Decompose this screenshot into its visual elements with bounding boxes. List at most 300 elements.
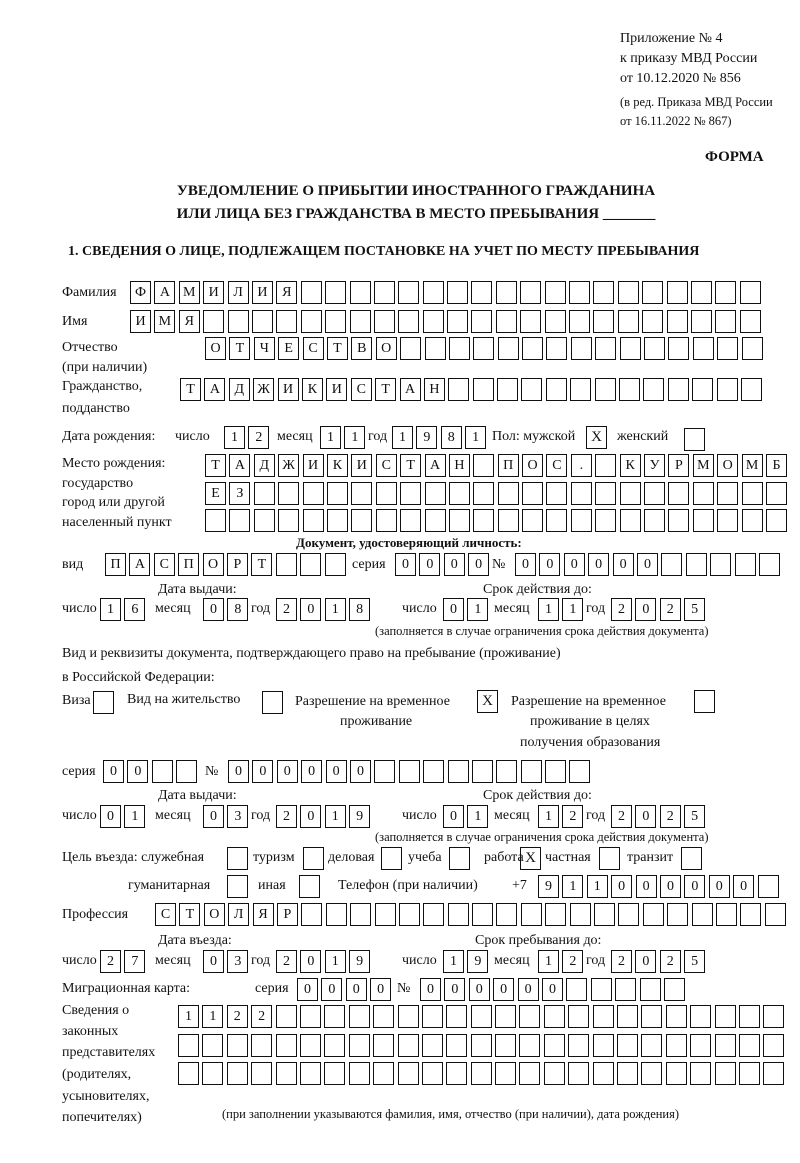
char-box[interactable]: 0 xyxy=(493,978,514,1001)
char-box[interactable] xyxy=(615,978,636,1001)
char-box[interactable]: Ж xyxy=(278,454,299,477)
phone-field[interactable] xyxy=(538,875,779,898)
char-box[interactable]: 1 xyxy=(124,805,145,828)
char-box[interactable] xyxy=(544,1034,565,1057)
char-box[interactable]: 0 xyxy=(518,978,539,1001)
char-box[interactable] xyxy=(399,903,420,926)
purpose-business-checkbox[interactable] xyxy=(381,847,402,870)
char-box[interactable] xyxy=(545,281,566,304)
char-box[interactable] xyxy=(568,1005,589,1028)
char-box[interactable]: 1 xyxy=(392,426,413,449)
char-box[interactable] xyxy=(473,482,494,505)
char-box[interactable]: 0 xyxy=(203,598,224,621)
char-box[interactable] xyxy=(398,310,419,333)
char-box[interactable] xyxy=(544,1062,565,1085)
char-box[interactable]: Н xyxy=(424,378,445,401)
char-box[interactable] xyxy=(692,378,713,401)
char-box[interactable] xyxy=(667,281,688,304)
char-box[interactable] xyxy=(325,310,346,333)
char-box[interactable] xyxy=(276,1062,297,1085)
char-box[interactable]: О xyxy=(203,553,224,576)
char-box[interactable] xyxy=(691,310,712,333)
char-box[interactable] xyxy=(373,1005,394,1028)
char-box[interactable] xyxy=(595,378,616,401)
char-box[interactable]: 0 xyxy=(300,805,321,828)
char-box[interactable]: С xyxy=(154,553,175,576)
char-box[interactable] xyxy=(448,760,469,783)
residence-permit-checkbox[interactable] xyxy=(262,691,283,714)
char-box[interactable] xyxy=(227,1034,248,1057)
char-box[interactable] xyxy=(176,760,197,783)
right-valid-day[interactable] xyxy=(443,805,488,828)
char-box[interactable] xyxy=(571,337,592,360)
char-box[interactable]: Д xyxy=(254,454,275,477)
char-box[interactable] xyxy=(521,760,542,783)
char-box[interactable] xyxy=(641,1034,662,1057)
char-box[interactable] xyxy=(569,760,590,783)
char-box[interactable]: К xyxy=(302,378,323,401)
char-box[interactable]: 0 xyxy=(443,598,464,621)
char-box[interactable] xyxy=(668,337,689,360)
char-box[interactable]: Р xyxy=(668,454,689,477)
char-box[interactable]: 0 xyxy=(709,875,730,898)
id-kind-field[interactable] xyxy=(105,553,346,576)
char-box[interactable]: 3 xyxy=(227,950,248,973)
char-box[interactable]: 5 xyxy=(684,598,705,621)
char-box[interactable] xyxy=(618,903,639,926)
char-box[interactable] xyxy=(544,1005,565,1028)
char-box[interactable]: 0 xyxy=(636,875,657,898)
char-box[interactable] xyxy=(766,482,787,505)
char-box[interactable] xyxy=(399,760,420,783)
char-box[interactable]: 1 xyxy=(562,598,583,621)
char-box[interactable] xyxy=(591,978,612,1001)
char-box[interactable] xyxy=(254,482,275,505)
char-box[interactable] xyxy=(522,337,543,360)
char-box[interactable] xyxy=(498,337,519,360)
char-box[interactable] xyxy=(595,509,616,532)
char-box[interactable]: О xyxy=(205,337,226,360)
char-box[interactable] xyxy=(202,1062,223,1085)
char-box[interactable]: О xyxy=(204,903,225,926)
char-box[interactable] xyxy=(641,1005,662,1028)
char-box[interactable]: 1 xyxy=(538,950,559,973)
char-box[interactable]: 1 xyxy=(202,1005,223,1028)
char-box[interactable] xyxy=(398,1005,419,1028)
char-box[interactable] xyxy=(620,482,641,505)
char-box[interactable] xyxy=(301,281,322,304)
char-box[interactable]: 0 xyxy=(564,553,585,576)
char-box[interactable] xyxy=(472,760,493,783)
birth-year-field[interactable] xyxy=(392,426,486,449)
right-issue-day[interactable] xyxy=(100,805,145,828)
char-box[interactable] xyxy=(666,1034,687,1057)
char-box[interactable]: 0 xyxy=(660,875,681,898)
char-box[interactable] xyxy=(617,1005,638,1028)
purpose-transit-checkbox[interactable] xyxy=(681,847,702,870)
char-box[interactable] xyxy=(619,378,640,401)
migration-series[interactable] xyxy=(297,978,391,1001)
char-box[interactable]: 0 xyxy=(733,875,754,898)
char-box[interactable] xyxy=(350,310,371,333)
char-box[interactable]: 1 xyxy=(325,805,346,828)
char-box[interactable] xyxy=(593,1062,614,1085)
char-box[interactable] xyxy=(740,903,761,926)
char-box[interactable]: 2 xyxy=(248,426,269,449)
char-box[interactable] xyxy=(497,378,518,401)
char-box[interactable]: 2 xyxy=(611,950,632,973)
char-box[interactable] xyxy=(741,378,762,401)
char-box[interactable] xyxy=(374,760,395,783)
char-box[interactable] xyxy=(759,553,780,576)
char-box[interactable]: М xyxy=(154,310,175,333)
char-box[interactable] xyxy=(449,482,470,505)
char-box[interactable] xyxy=(715,310,736,333)
char-box[interactable] xyxy=(668,482,689,505)
char-box[interactable]: 0 xyxy=(419,553,440,576)
char-box[interactable]: Т xyxy=(327,337,348,360)
char-box[interactable] xyxy=(351,509,372,532)
char-box[interactable] xyxy=(229,509,250,532)
char-box[interactable] xyxy=(449,509,470,532)
char-box[interactable]: 1 xyxy=(467,805,488,828)
char-box[interactable] xyxy=(642,310,663,333)
char-box[interactable] xyxy=(471,1062,492,1085)
char-box[interactable]: 1 xyxy=(538,805,559,828)
char-box[interactable]: 1 xyxy=(344,426,365,449)
char-box[interactable] xyxy=(667,310,688,333)
char-box[interactable] xyxy=(376,482,397,505)
char-box[interactable] xyxy=(519,1005,540,1028)
char-box[interactable]: 0 xyxy=(395,553,416,576)
char-box[interactable] xyxy=(521,378,542,401)
char-box[interactable] xyxy=(202,1034,223,1057)
char-box[interactable]: О xyxy=(376,337,397,360)
char-box[interactable] xyxy=(568,1034,589,1057)
char-box[interactable] xyxy=(447,281,468,304)
char-box[interactable] xyxy=(276,310,297,333)
char-box[interactable]: 0 xyxy=(326,760,347,783)
purpose-humanitarian-checkbox[interactable] xyxy=(227,875,248,898)
entry-day[interactable] xyxy=(100,950,145,973)
char-box[interactable]: 2 xyxy=(611,805,632,828)
char-box[interactable] xyxy=(686,553,707,576)
id-valid-month[interactable] xyxy=(538,598,583,621)
char-box[interactable] xyxy=(740,310,761,333)
char-box[interactable]: П xyxy=(105,553,126,576)
char-box[interactable]: 2 xyxy=(660,805,681,828)
char-box[interactable] xyxy=(666,1062,687,1085)
char-box[interactable] xyxy=(496,310,517,333)
char-box[interactable]: Е xyxy=(205,482,226,505)
char-box[interactable]: А xyxy=(229,454,250,477)
char-box[interactable] xyxy=(717,482,738,505)
purpose-other-checkbox[interactable] xyxy=(299,875,320,898)
char-box[interactable]: 0 xyxy=(252,760,273,783)
char-box[interactable] xyxy=(472,903,493,926)
char-box[interactable]: 0 xyxy=(301,760,322,783)
char-box[interactable]: Б xyxy=(766,454,787,477)
char-box[interactable] xyxy=(661,553,682,576)
char-box[interactable] xyxy=(349,1062,370,1085)
char-box[interactable] xyxy=(664,978,685,1001)
char-box[interactable]: 1 xyxy=(443,950,464,973)
char-box[interactable]: 0 xyxy=(444,553,465,576)
char-box[interactable]: 7 xyxy=(124,950,145,973)
char-box[interactable] xyxy=(251,1034,272,1057)
char-box[interactable] xyxy=(446,1005,467,1028)
char-box[interactable] xyxy=(471,281,492,304)
char-box[interactable]: Я xyxy=(276,281,297,304)
char-box[interactable] xyxy=(618,310,639,333)
char-box[interactable]: Р xyxy=(227,553,248,576)
char-box[interactable]: 0 xyxy=(635,598,656,621)
char-box[interactable] xyxy=(425,482,446,505)
char-box[interactable]: И xyxy=(130,310,151,333)
char-box[interactable]: Т xyxy=(375,378,396,401)
char-box[interactable] xyxy=(326,903,347,926)
birthplace-field-row1[interactable] xyxy=(205,454,787,477)
char-box[interactable]: А xyxy=(425,454,446,477)
char-box[interactable]: Я xyxy=(253,903,274,926)
id-valid-day[interactable] xyxy=(443,598,488,621)
char-box[interactable] xyxy=(519,1062,540,1085)
char-box[interactable] xyxy=(471,310,492,333)
char-box[interactable]: И xyxy=(252,281,273,304)
char-box[interactable] xyxy=(373,1062,394,1085)
char-box[interactable]: П xyxy=(498,454,519,477)
char-box[interactable]: 0 xyxy=(277,760,298,783)
char-box[interactable]: У xyxy=(644,454,665,477)
migration-number[interactable] xyxy=(420,978,685,1001)
char-box[interactable]: Т xyxy=(251,553,272,576)
representatives-row2[interactable] xyxy=(178,1034,784,1057)
char-box[interactable] xyxy=(715,281,736,304)
char-box[interactable]: 2 xyxy=(660,950,681,973)
entry-month[interactable] xyxy=(203,950,248,973)
char-box[interactable] xyxy=(546,509,567,532)
char-box[interactable] xyxy=(594,903,615,926)
char-box[interactable] xyxy=(300,1005,321,1028)
char-box[interactable] xyxy=(324,1062,345,1085)
sex-female-checkbox[interactable] xyxy=(684,428,705,451)
char-box[interactable] xyxy=(325,553,346,576)
char-box[interactable] xyxy=(496,281,517,304)
char-box[interactable] xyxy=(545,310,566,333)
char-box[interactable]: 0 xyxy=(321,978,342,1001)
char-box[interactable] xyxy=(742,337,763,360)
char-box[interactable]: А xyxy=(400,378,421,401)
char-box[interactable] xyxy=(446,1062,467,1085)
char-box[interactable] xyxy=(422,1062,443,1085)
char-box[interactable] xyxy=(471,1034,492,1057)
char-box[interactable]: 0 xyxy=(203,950,224,973)
representatives-row3[interactable] xyxy=(178,1062,784,1085)
char-box[interactable]: И xyxy=(351,454,372,477)
birthplace-field-row2[interactable] xyxy=(205,482,787,505)
purpose-tourism-checkbox[interactable] xyxy=(303,847,324,870)
char-box[interactable] xyxy=(617,1062,638,1085)
char-box[interactable]: 9 xyxy=(349,805,370,828)
char-box[interactable] xyxy=(300,1034,321,1057)
right-issue-year[interactable] xyxy=(276,805,370,828)
right-valid-month[interactable] xyxy=(538,805,583,828)
char-box[interactable]: 0 xyxy=(515,553,536,576)
char-box[interactable]: 0 xyxy=(635,805,656,828)
char-box[interactable] xyxy=(570,903,591,926)
char-box[interactable] xyxy=(519,1034,540,1057)
char-box[interactable] xyxy=(398,1062,419,1085)
char-box[interactable]: 2 xyxy=(562,950,583,973)
char-box[interactable] xyxy=(251,1062,272,1085)
char-box[interactable]: 0 xyxy=(588,553,609,576)
char-box[interactable]: 8 xyxy=(441,426,462,449)
char-box[interactable] xyxy=(546,378,567,401)
char-box[interactable]: 2 xyxy=(227,1005,248,1028)
char-box[interactable] xyxy=(327,509,348,532)
char-box[interactable]: П xyxy=(178,553,199,576)
char-box[interactable] xyxy=(303,509,324,532)
char-box[interactable] xyxy=(546,482,567,505)
id-issue-day[interactable] xyxy=(100,598,145,621)
char-box[interactable]: С xyxy=(376,454,397,477)
char-box[interactable]: 9 xyxy=(349,950,370,973)
char-box[interactable] xyxy=(569,310,590,333)
char-box[interactable]: Ч xyxy=(254,337,275,360)
char-box[interactable] xyxy=(325,281,346,304)
char-box[interactable] xyxy=(278,509,299,532)
char-box[interactable] xyxy=(522,509,543,532)
char-box[interactable] xyxy=(473,337,494,360)
char-box[interactable]: 6 xyxy=(124,598,145,621)
char-box[interactable]: 2 xyxy=(660,598,681,621)
char-box[interactable] xyxy=(640,978,661,1001)
char-box[interactable] xyxy=(739,1034,760,1057)
char-box[interactable] xyxy=(739,1005,760,1028)
char-box[interactable]: С xyxy=(155,903,176,926)
char-box[interactable] xyxy=(375,903,396,926)
char-box[interactable]: 1 xyxy=(467,598,488,621)
char-box[interactable] xyxy=(203,310,224,333)
char-box[interactable] xyxy=(228,310,249,333)
char-box[interactable]: 0 xyxy=(539,553,560,576)
char-box[interactable] xyxy=(545,760,566,783)
char-box[interactable] xyxy=(425,337,446,360)
char-box[interactable]: 1 xyxy=(465,426,486,449)
char-box[interactable]: Н xyxy=(449,454,470,477)
char-box[interactable]: Р xyxy=(277,903,298,926)
char-box[interactable] xyxy=(742,482,763,505)
char-box[interactable] xyxy=(300,1062,321,1085)
char-box[interactable]: 2 xyxy=(276,805,297,828)
char-box[interactable] xyxy=(425,509,446,532)
char-box[interactable] xyxy=(644,509,665,532)
char-box[interactable]: 1 xyxy=(562,875,583,898)
purpose-study-checkbox[interactable] xyxy=(449,847,470,870)
char-box[interactable] xyxy=(300,553,321,576)
char-box[interactable] xyxy=(668,509,689,532)
char-box[interactable] xyxy=(692,903,713,926)
birth-day-field[interactable] xyxy=(224,426,269,449)
char-box[interactable] xyxy=(178,1034,199,1057)
char-box[interactable] xyxy=(522,482,543,505)
char-box[interactable] xyxy=(400,337,421,360)
char-box[interactable] xyxy=(303,482,324,505)
char-box[interactable]: Ф xyxy=(130,281,151,304)
char-box[interactable] xyxy=(278,482,299,505)
char-box[interactable] xyxy=(693,509,714,532)
char-box[interactable] xyxy=(351,482,372,505)
id-series-field[interactable] xyxy=(395,553,489,576)
char-box[interactable] xyxy=(593,1005,614,1028)
char-box[interactable] xyxy=(496,760,517,783)
char-box[interactable] xyxy=(690,1062,711,1085)
char-box[interactable] xyxy=(693,482,714,505)
sex-male-checkbox[interactable]: X xyxy=(586,426,607,449)
char-box[interactable]: 0 xyxy=(542,978,563,1001)
right-valid-year[interactable] xyxy=(611,805,705,828)
char-box[interactable] xyxy=(716,903,737,926)
char-box[interactable]: 0 xyxy=(469,978,490,1001)
char-box[interactable] xyxy=(546,337,567,360)
surname-field[interactable] xyxy=(130,281,761,304)
char-box[interactable]: 2 xyxy=(611,598,632,621)
char-box[interactable] xyxy=(400,509,421,532)
char-box[interactable] xyxy=(498,482,519,505)
char-box[interactable] xyxy=(473,378,494,401)
char-box[interactable]: О xyxy=(717,454,738,477)
char-box[interactable]: 2 xyxy=(276,598,297,621)
char-box[interactable] xyxy=(735,553,756,576)
purpose-official-checkbox[interactable] xyxy=(227,847,248,870)
visa-checkbox[interactable] xyxy=(93,691,114,714)
char-box[interactable]: 1 xyxy=(325,598,346,621)
char-box[interactable]: 5 xyxy=(684,805,705,828)
char-box[interactable] xyxy=(349,1005,370,1028)
char-box[interactable] xyxy=(350,903,371,926)
char-box[interactable] xyxy=(766,509,787,532)
char-box[interactable] xyxy=(178,1062,199,1085)
char-box[interactable]: К xyxy=(620,454,641,477)
char-box[interactable] xyxy=(374,310,395,333)
birthplace-field-row3[interactable] xyxy=(205,509,787,532)
char-box[interactable]: 0 xyxy=(228,760,249,783)
char-box[interactable]: 0 xyxy=(300,950,321,973)
id-valid-year[interactable] xyxy=(611,598,705,621)
char-box[interactable] xyxy=(763,1005,784,1028)
char-box[interactable] xyxy=(595,337,616,360)
char-box[interactable] xyxy=(446,1034,467,1057)
char-box[interactable]: С xyxy=(546,454,567,477)
char-box[interactable]: 1 xyxy=(100,598,121,621)
stay-day[interactable] xyxy=(443,950,488,973)
char-box[interactable]: 0 xyxy=(127,760,148,783)
char-box[interactable]: М xyxy=(693,454,714,477)
char-box[interactable] xyxy=(254,509,275,532)
edu-permit-checkbox[interactable] xyxy=(694,690,715,713)
char-box[interactable]: 0 xyxy=(103,760,124,783)
char-box[interactable] xyxy=(423,310,444,333)
char-box[interactable] xyxy=(742,509,763,532)
char-box[interactable] xyxy=(227,1062,248,1085)
char-box[interactable] xyxy=(570,378,591,401)
birth-month-field[interactable] xyxy=(320,426,365,449)
char-box[interactable] xyxy=(447,310,468,333)
char-box[interactable] xyxy=(473,454,494,477)
char-box[interactable] xyxy=(566,978,587,1001)
char-box[interactable]: 1 xyxy=(178,1005,199,1028)
char-box[interactable]: М xyxy=(742,454,763,477)
